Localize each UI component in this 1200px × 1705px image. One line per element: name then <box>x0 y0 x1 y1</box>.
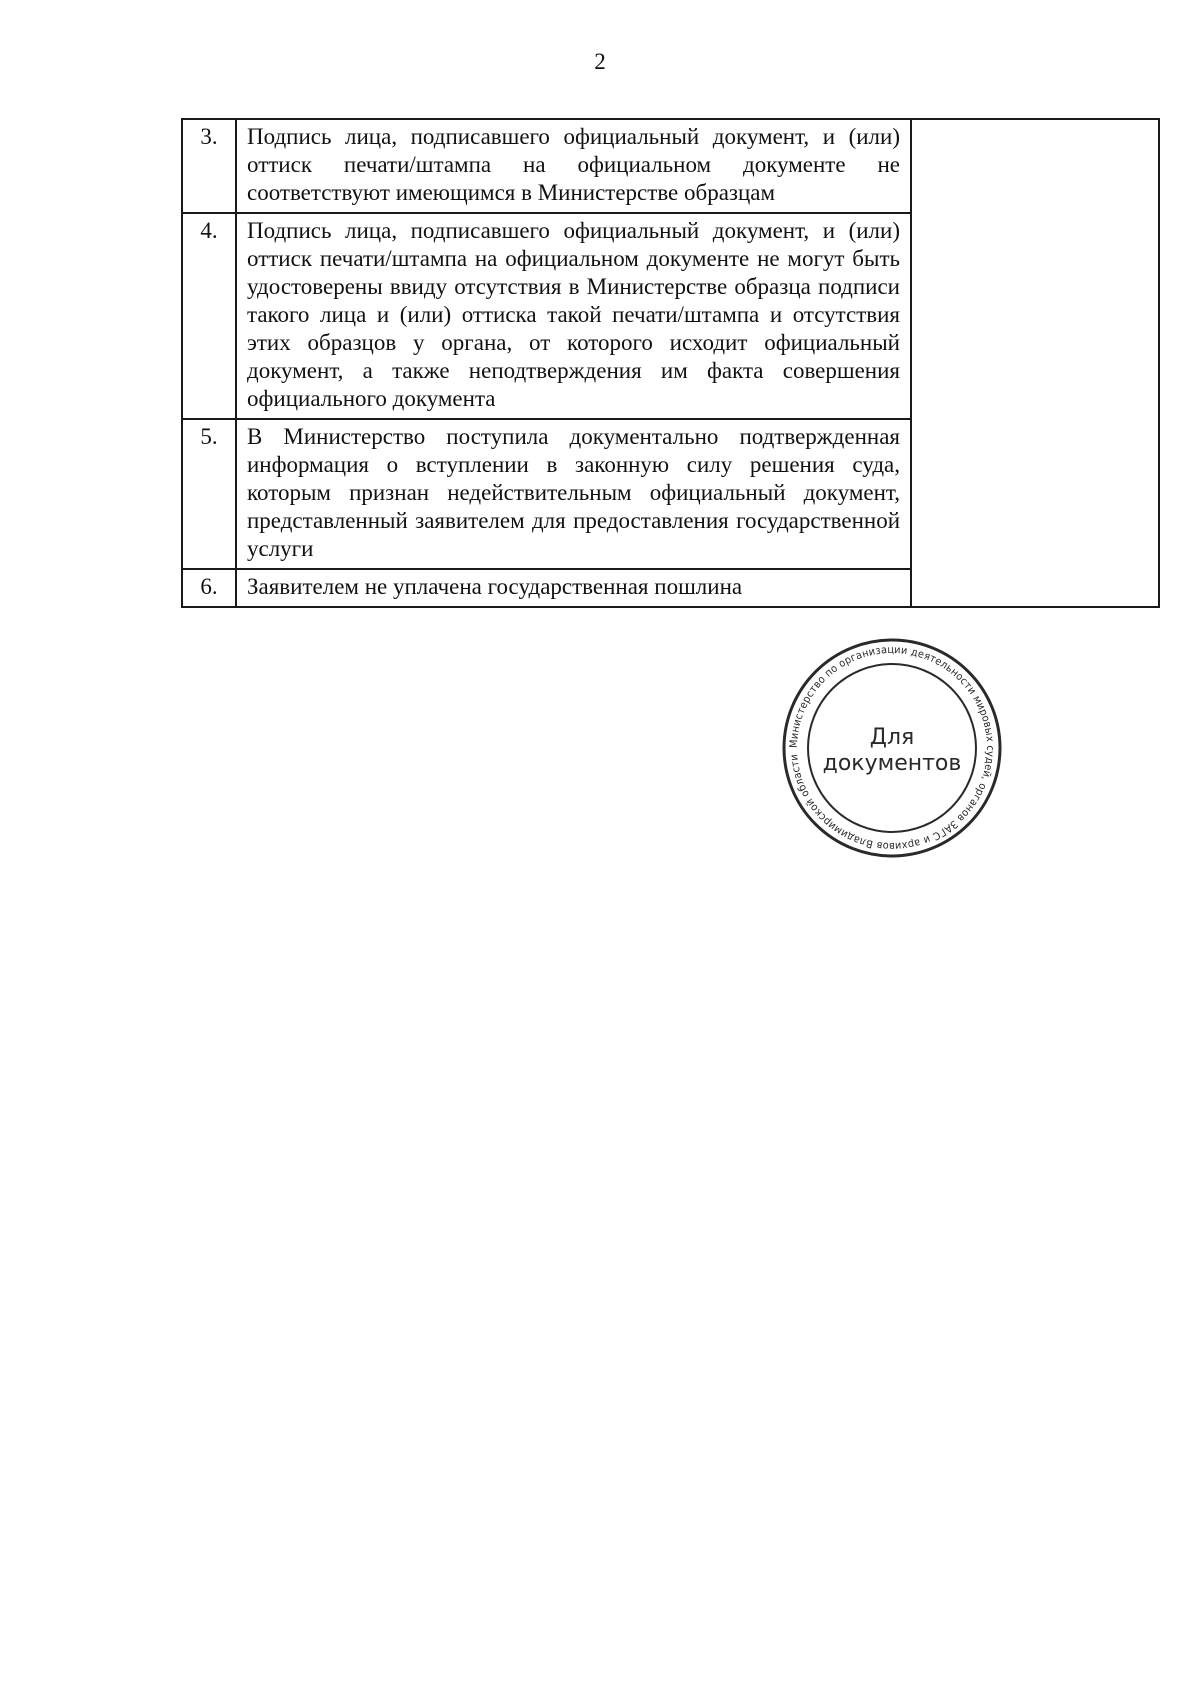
row-text: Подпись лица, подписавшего официальный документ, и (или) оттиск печати/штампа на официальном документе не могут быть удостоверены ввиду отсутствия в Министерстве образца подписи такого лица и (или) оттиска такой печати/штампа и отсутствия этих образцов у органа, от которого исходит официальный документ, а также неподтверждения им факта совершения официального документа <box>236 213 911 419</box>
official-stamp-seal <box>780 636 1004 860</box>
empty-column-cell <box>911 119 1159 607</box>
stamp-center-line1: Для <box>869 725 915 750</box>
stamp-center-line2: документов <box>822 751 962 776</box>
row-text: Подпись лица, подписавшего официальный документ, и (или) оттиск печати/штампа на официальном документе не соответствуют имеющимся в Министерстве образцам <box>236 119 911 213</box>
table-row <box>182 119 1159 213</box>
reasons-table <box>181 118 1160 608</box>
row-number: 3. <box>182 119 236 213</box>
row-text: Заявителем не уплачена государственная пошлина <box>236 569 911 607</box>
row-text: В Министерство поступила документально подтвержденная информация о вступлении в законную силу решения суда, которым признан недействительным официальный документ, представленный заявителем для предоставления государственной услуги <box>236 419 911 569</box>
row-number: 4. <box>182 213 236 419</box>
row-number: 6. <box>182 569 236 607</box>
stamp-ring-text: Министерство по организации деятельности мировых судей, органов ЗАГС и архивов Владимирской области <box>787 643 997 853</box>
page-number: 2 <box>594 49 606 74</box>
row-number: 5. <box>182 419 236 569</box>
